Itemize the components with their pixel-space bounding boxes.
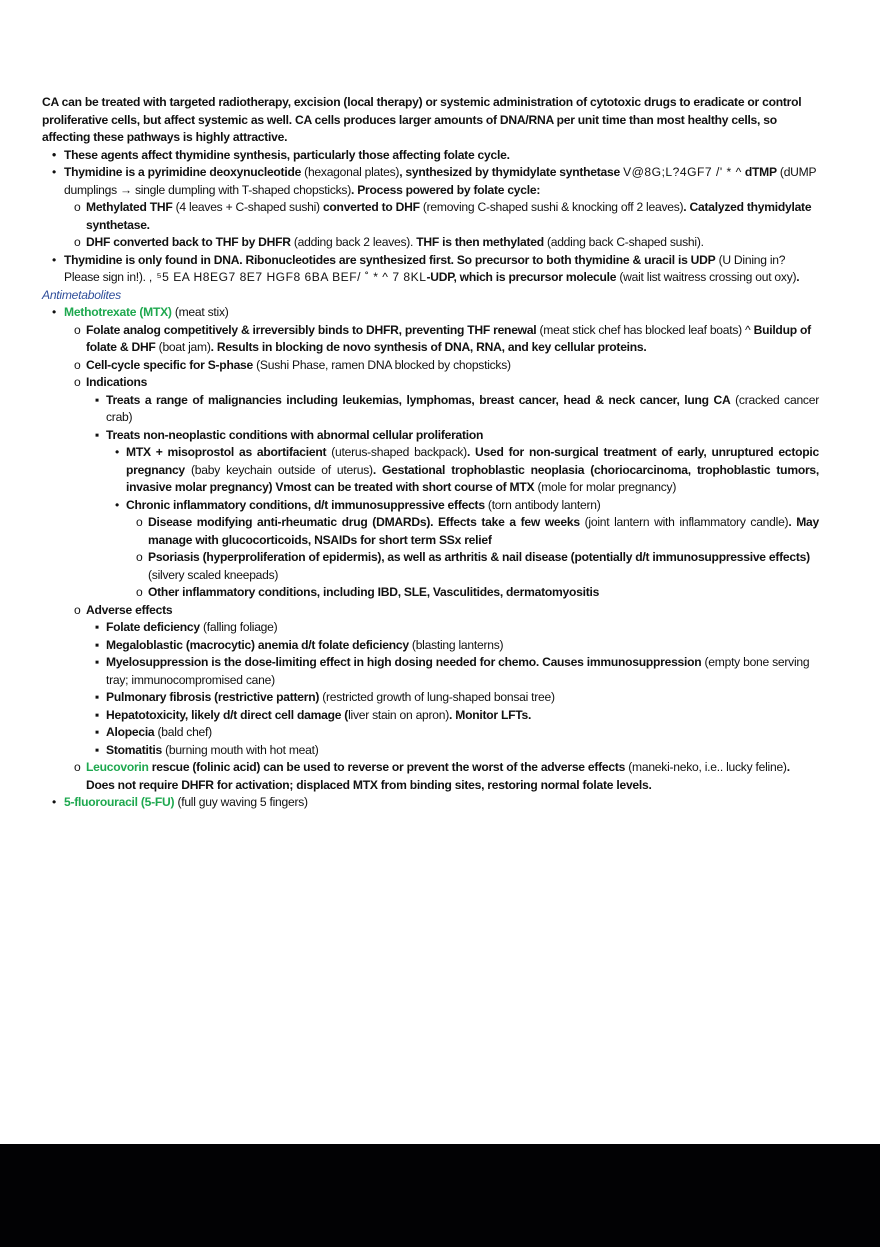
garbled-glyphs: V@8G;L?4GF7 /' * ^ xyxy=(623,165,742,179)
disc-bullet-icon: • xyxy=(52,147,56,162)
black-footer-band xyxy=(0,1144,880,1247)
square-bullet-icon: ▪ xyxy=(95,637,100,652)
bullet-folate-agents: • These agents affect thymidine synthesis, particularly those affecting folate cycle. xyxy=(42,147,819,165)
adverse-item: ▪ Myelosuppression is the dose-limiting effect in high dosing needed for chemo. Causes immunosuppression (empty bone serving tray; immunocompromised cane) xyxy=(95,655,810,687)
disc-bullet-icon: • xyxy=(52,795,56,809)
circle-bullet-icon: o xyxy=(74,760,81,774)
mtx-adverse-effects: o Adverse effects xyxy=(42,602,819,620)
circle-bullet-icon: o xyxy=(74,357,81,372)
adverse-item: ▪ Hepatotoxicity, likely d/t direct cell damage (liver stain on apron). Monitor LFTs. xyxy=(42,707,819,725)
adverse-item: ▪ Pulmonary fibrosis (restrictive pattern) (restricted growth of lung-shaped bonsai tree) xyxy=(42,689,819,707)
sub-methylated-thf: o Methylated THF (4 leaves + C-shaped sushi) converted to DHF (removing C-shaped sushi & knocking off 2 leaves). Catalyzed thymidylate synthetase. xyxy=(74,200,812,232)
square-bullet-icon: ▪ xyxy=(95,392,100,407)
circle-bullet-icon: o xyxy=(74,375,81,389)
square-bullet-icon: ▪ xyxy=(95,690,100,704)
drug-name-leucovorin: Leucovorin xyxy=(86,760,149,774)
disc-bullet-icon: • xyxy=(115,445,119,459)
adverse-item: ▪ Stomatitis (burning mouth with hot meat) xyxy=(42,742,819,760)
mtx-cell-cycle: o Cell-cycle specific for S-phase (Sushi Phase, ramen DNA blocked by chopsticks) xyxy=(42,357,819,375)
adverse-item: ▪ Alopecia (bald chef) xyxy=(42,724,819,742)
section-title-antimetabolites: Antimetabolites xyxy=(42,287,121,302)
square-bullet-icon: ▪ xyxy=(95,655,100,669)
bullet-thymidine-synthesis: • Thymidine is a pyrimidine deoxynucleotide (hexagonal plates), synthesized by thymidylate synthetase V@8G;L?4GF7 /' * ^ dTMP (dUMP dumplings → single dumpling with T-shaped chopsticks). Process powered by folate cycle: xyxy=(52,165,817,197)
disc-bullet-icon: • xyxy=(52,165,56,179)
disc-bullet-icon: • xyxy=(115,497,119,512)
intro-paragraph: CA can be treated with targeted radiotherapy, excision (local therapy) or systemic administration of cytotoxic drugs to eradicate or control proliferative cells, but affect systemic as well. CA cells produces larger amounts of DNA/RNA per unit time than most healthy cells, so affecting these pathways is highly attractive. xyxy=(42,95,802,144)
square-bullet-icon: ▪ xyxy=(95,620,100,634)
circle-bullet-icon: o xyxy=(136,550,143,564)
square-bullet-icon: ▪ xyxy=(95,707,100,722)
mtx-mechanism: o Folate analog competitively & irreversibly binds to DHFR, preventing THF renewal (meat stick chef has blocked leaf boats) ^ Buildup of folate & DHF (boat jam). Results in blocking de novo synthesis of DNA, RNA, and key cellular proteins. xyxy=(74,322,811,354)
mtx-leucovorin-rescue: o Leucovorin rescue (folinic acid) can be used to reverse or prevent the worst of the adverse effects (maneki-neko, i.e.. lucky feline). Does not require DHFR for activation; displaced MTX from binding sites, restoring normal folate levels. xyxy=(74,760,790,792)
bullet-methotrexate: • Methotrexate (MTX) (meat stix) xyxy=(42,304,819,322)
sub-dhf-to-thf: o DHF converted back to THF by DHFR (adding back 2 leaves). THF is then methylated (adding back C-shaped sushi). xyxy=(42,234,819,252)
disc-bullet-icon: • xyxy=(52,305,56,319)
bullet-thymidine-dna: • Thymidine is only found in DNA. Ribonucleotides are synthesized first. So precursor to both thymidine & uracil is UDP (U Dining in? Please sign in!). , ⁵5 EA H8EG7 8E7 HGF8 6BA BEF/ ˚ * ^ 7 8KL-UDP, which is precursor molecule (wait list waitress crossing out oxy). xyxy=(52,252,800,284)
square-bullet-icon: ▪ xyxy=(95,725,100,739)
chronic-other: o Other inflammatory conditions, including IBD, SLE, Vasculitides, dermatomyositis xyxy=(42,584,819,602)
chronic-dmards: o Disease modifying anti-rheumatic drug (DMARDs). Effects take a few weeks (joint lantern with inflammatory candle). May manage with glucocorticoids, NSAIDs for short term SSx relief xyxy=(136,515,819,547)
circle-bullet-icon: o xyxy=(74,235,81,249)
notes-content xyxy=(42,94,819,812)
square-bullet-icon: ▪ xyxy=(95,742,100,757)
indication-chronic-inflammatory: • Chronic inflammatory conditions, d/t immunosuppressive effects (torn antibody lantern) xyxy=(42,497,819,515)
mtx-indications: o Indications xyxy=(42,374,819,392)
circle-bullet-icon: o xyxy=(74,322,81,337)
indication-non-neoplastic: ▪ Treats non-neoplastic conditions with abnormal cellular proliferation xyxy=(42,427,819,445)
disc-bullet-icon: • xyxy=(52,252,56,267)
indication-abortifacient: • MTX + misoprostol as abortifacient (uterus-shaped backpack). Used for non-surgical treatment of early, unruptured ectopic pregnancy (baby keychain outside of uterus). Gestational trophoblastic neoplasia (choriocarcinoma, trophoblastic tumors, invasive molar pregnancy) Vmost can be treated with short course of MTX (mole for molar pregnancy) xyxy=(115,445,820,494)
circle-bullet-icon: o xyxy=(136,585,143,599)
bullet-5-fluorouracil: • 5-fluorouracil (5-FU) (full guy waving 5 fingers) xyxy=(42,794,819,812)
square-bullet-icon: ▪ xyxy=(95,427,100,442)
garbled-glyphs: , ⁵5 EA H8EG7 8E7 HGF8 6BA BEF/ ˚ * ^ 7 8KL xyxy=(148,270,427,284)
drug-name-mtx: Methotrexate (MTX) xyxy=(64,305,172,319)
chronic-psoriasis: o Psoriasis (hyperproliferation of epidermis), as well as arthritis & nail disease (potentially d/t immunosuppressive effects) (silvery scaled kneepads) xyxy=(136,550,810,582)
circle-bullet-icon: o xyxy=(74,602,81,617)
indication-malignancies: ▪ Treats a range of malignancies including leukemias, lymphomas, breast cancer, head & neck cancer, lung CA (cracked cancer crab) xyxy=(95,392,819,424)
drug-name-5fu: 5-fluorouracil (5-FU) xyxy=(64,795,175,809)
adverse-item: ▪ Megaloblastic (macrocytic) anemia d/t folate deficiency (blasting lanterns) xyxy=(42,637,819,655)
circle-bullet-icon: o xyxy=(74,200,81,214)
circle-bullet-icon: o xyxy=(136,515,143,529)
adverse-item: ▪ Folate deficiency (falling foliage) xyxy=(42,619,819,637)
